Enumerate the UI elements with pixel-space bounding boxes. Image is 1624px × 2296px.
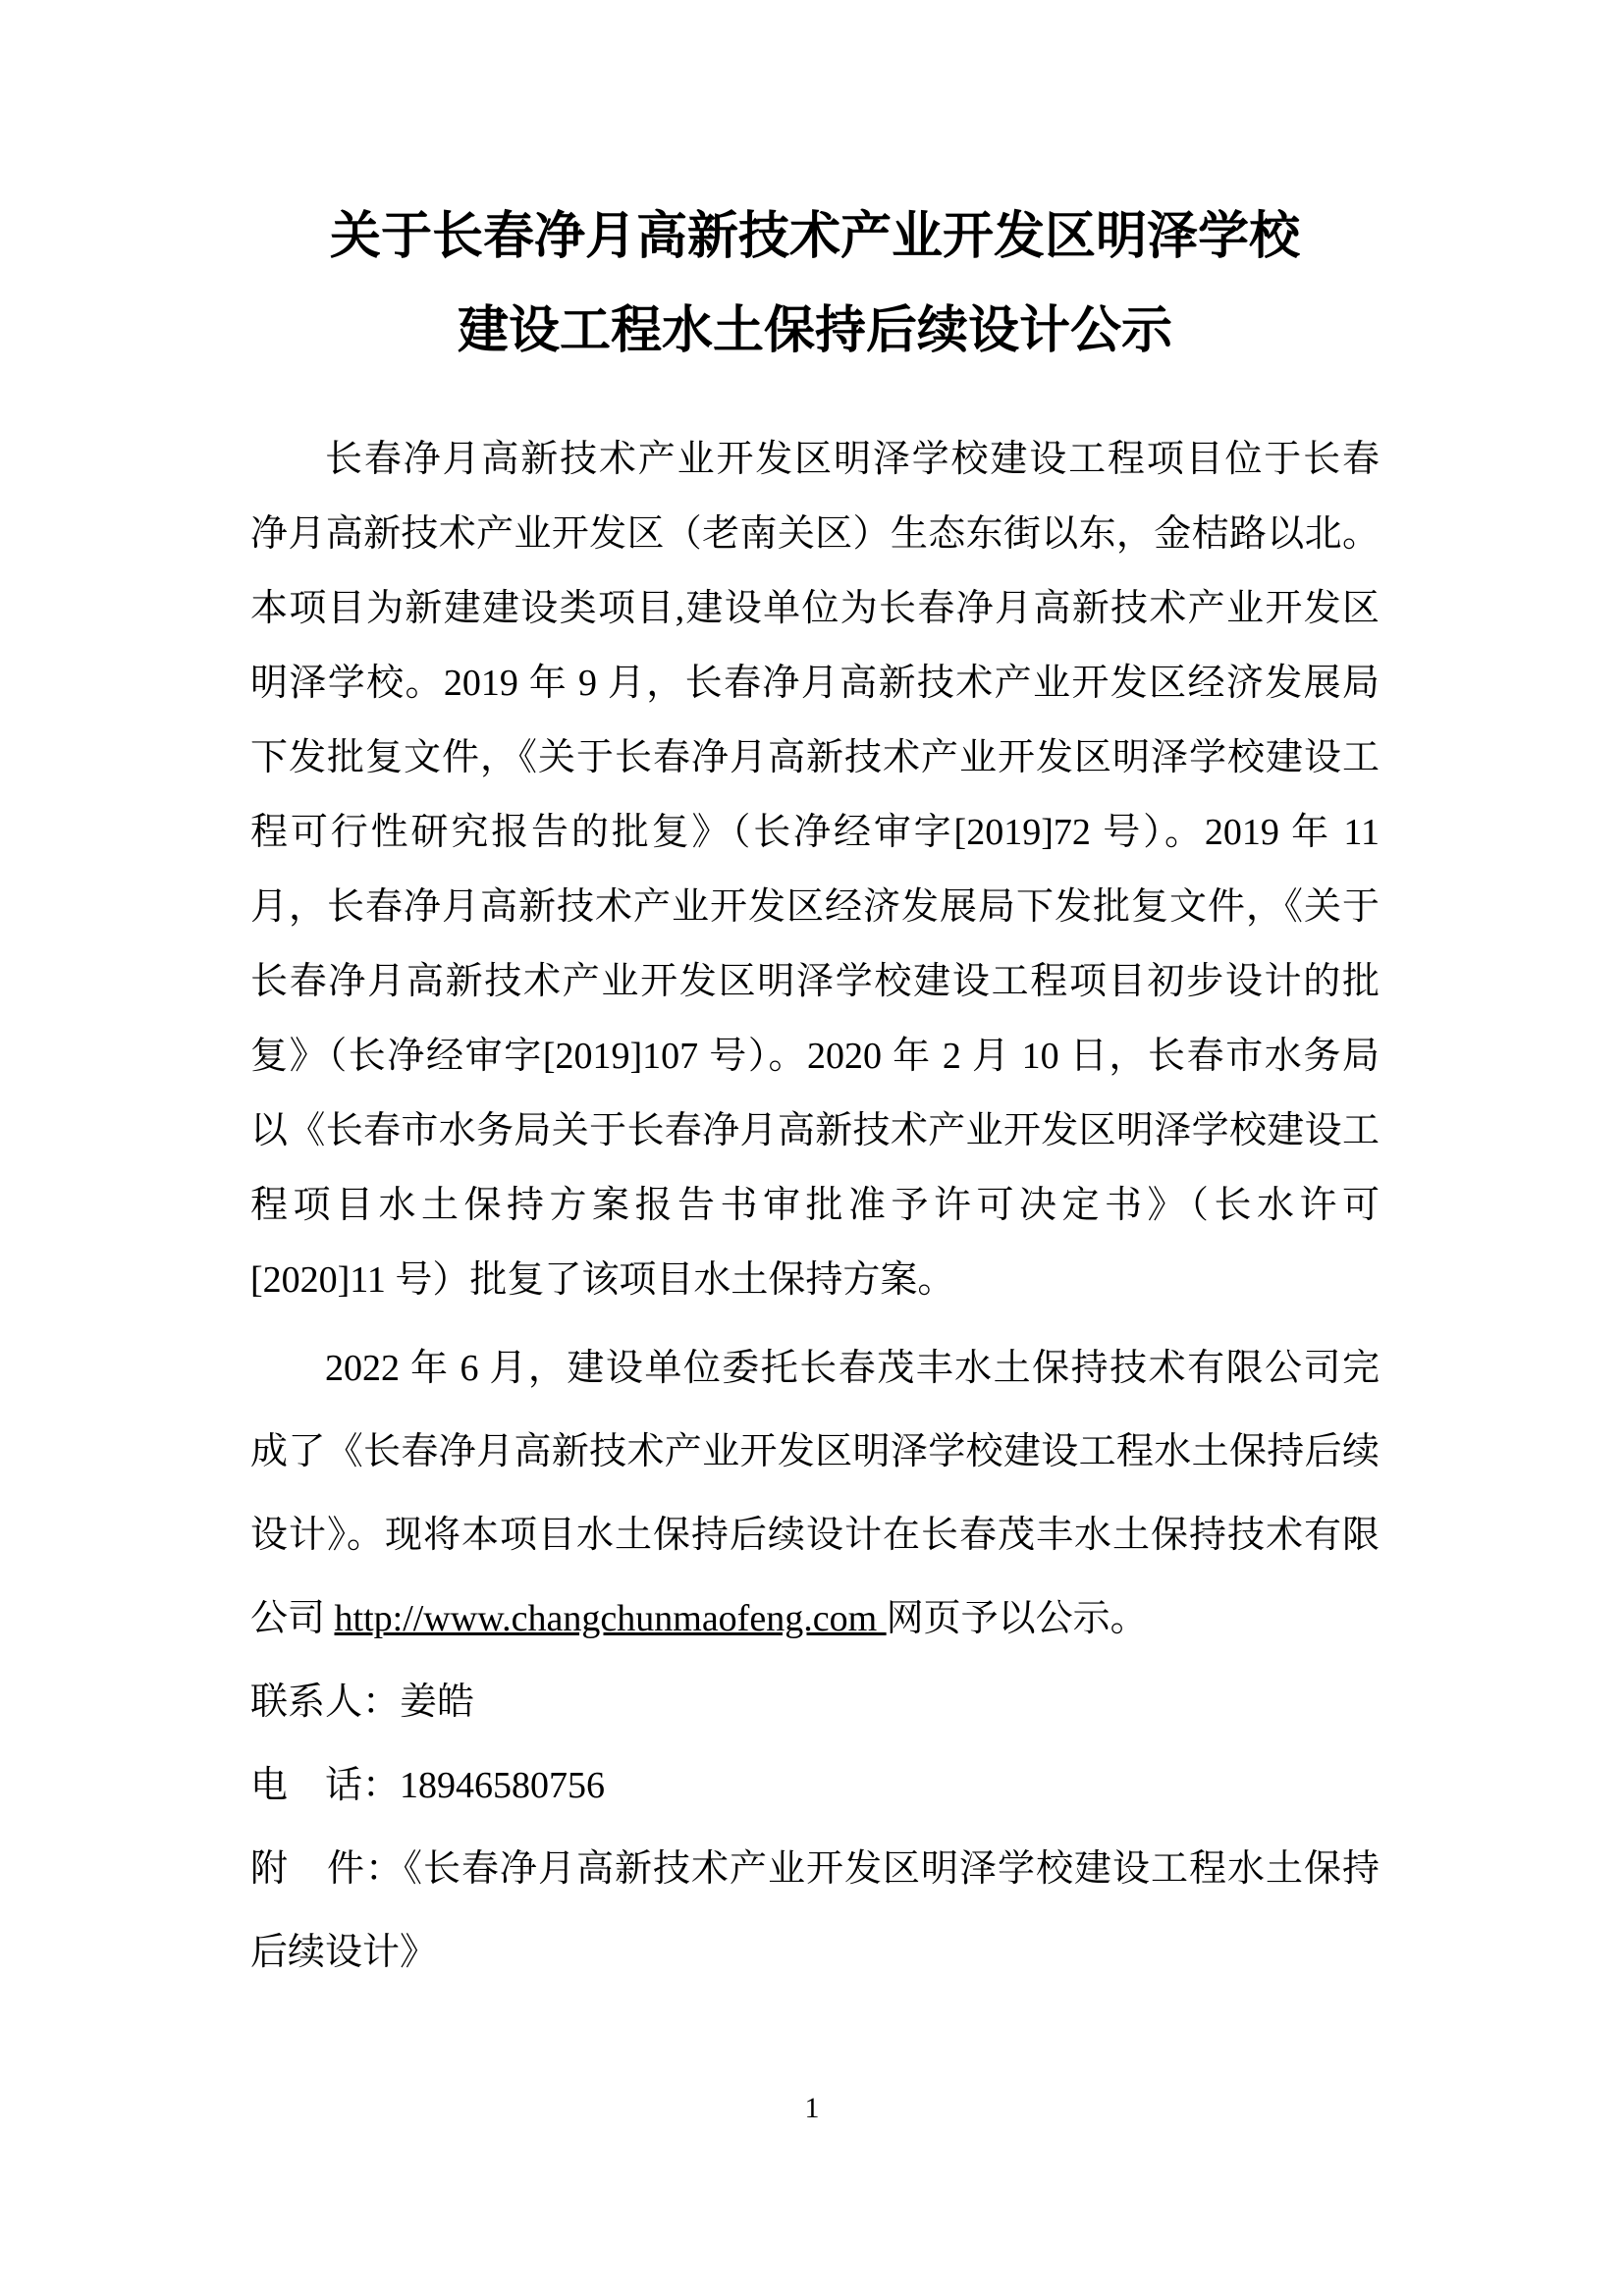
publication-url-line (250, 1577, 1380, 1661)
body-text-line: 长春净月高新技术产业开发区明泽学校建设工程项目位于长春 (325, 439, 1380, 480)
attachment-value: 《长春净月高新技术产业开发区明泽学校建设工程水土保持 (404, 1848, 1380, 1890)
body-text-line: 程项目水土保持方案报告书审批准予许可决定书》（长水许可 (250, 1185, 1380, 1226)
paragraph-project-approvals (250, 422, 1380, 1317)
paragraph-publication-notice (250, 1327, 1380, 1577)
attachment-line-2: 后续设计》 (250, 1932, 438, 1973)
body-text-line: 程可行性研究报告的批复》（长净经审字[2019]72 号）。2019 年 11 (250, 812, 1380, 853)
url-line-suffix: 网页予以公示。 (886, 1598, 1148, 1639)
body-text-line: [2020]11 号）批复了该项目水土保持方案。 (250, 1259, 955, 1301)
contact-phone-line (250, 1744, 1380, 1828)
title-line-1: 关于长春净月高新技术产业开发区明泽学校 (329, 209, 1300, 265)
body-text-line: 复》（长净经审字[2019]107 号）。2020 年 2 月 10 日，长春市水务局 (250, 1036, 1380, 1077)
body-text-line: 2022 年 6 月，建设单位委托长春茂丰水土保持技术有限公司完 (325, 1348, 1380, 1389)
contact-person-line (250, 1661, 1380, 1744)
body-text-line: 下发批复文件，《关于长春净月高新技术产业开发区明泽学校建设工 (250, 737, 1380, 778)
contact-person-value: 姜皓 (400, 1682, 475, 1723)
body-text-line: 成了《长春净月高新技术产业开发区明泽学校建设工程水土保持后续 (250, 1431, 1380, 1472)
body-text-line: 本项目为新建建设类项目,建设单位为长春净月高新技术产业开发区 (250, 588, 1380, 629)
body-text-line: 明泽学校。2019 年 9 月，长春净月高新技术产业开发区经济发展局 (250, 663, 1380, 704)
body-text-line: 长春净月高新技术产业开发区明泽学校建设工程项目初步设计的批 (250, 961, 1380, 1002)
body-text-line: 净月高新技术产业开发区（老南关区）生态东街以东，金桔路以北。 (250, 513, 1380, 555)
attachment-line-1 (250, 1828, 1380, 1911)
attachment-label: 附 件： (250, 1848, 404, 1890)
body-text-line: 以《长春市水务局关于长春净月高新技术产业开发区明泽学校建设工 (250, 1110, 1380, 1151)
page-number: 1 (804, 2092, 820, 2124)
contact-phone-label: 电 话： (250, 1765, 401, 1806)
body-text-line: 设计》。现将本项目水土保持后续设计在长春茂丰水土保持技术有限 (250, 1515, 1380, 1556)
title-line-2: 建设工程水土保持后续设计公示 (457, 303, 1172, 359)
document-content (250, 190, 1380, 1995)
contact-phone-value: 18946580756 (400, 1765, 606, 1806)
body-text-line: 月，长春净月高新技术产业开发区经济发展局下发批复文件，《关于 (250, 886, 1380, 928)
url-line-prefix: 公司 (250, 1598, 335, 1639)
document-title (250, 190, 1380, 379)
maofeng-website-link[interactable]: http://www.changchunmaofeng.com (334, 1598, 887, 1639)
contact-person-label: 联系人： (250, 1682, 401, 1723)
